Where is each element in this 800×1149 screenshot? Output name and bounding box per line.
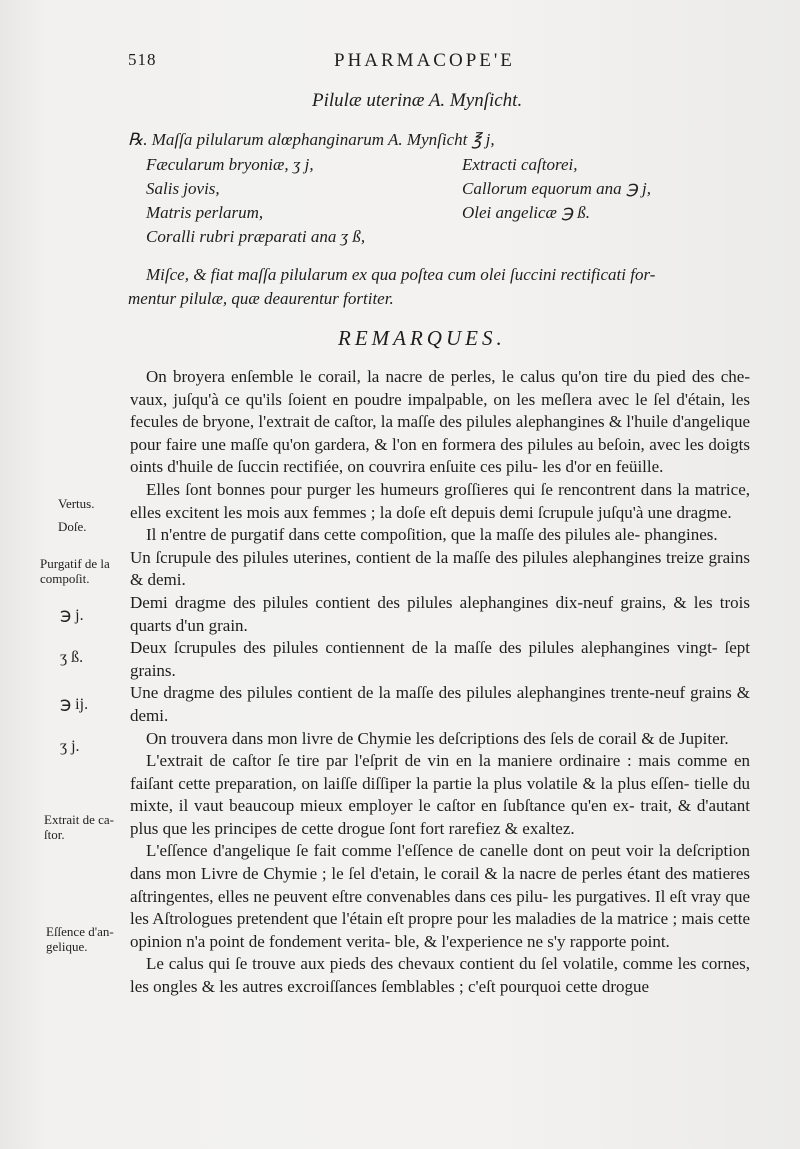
margin-note-essence: Eſſence d'an- gelique. [46, 924, 114, 954]
recipe-line-1: ℞. Maſſa pilularum alœphanginarum A. Mynſicht ℥ j, [128, 130, 495, 149]
margin-symbol-two-scruples: ℈ ij. [60, 696, 89, 713]
paragraph: On broyera enſemble le corail, la nacre de perles, le calus qu'on tire du pied des che- vaux, juſqu'à ce qu'ils ſoient en poudre impalpable, on les meſlera avec le ſel d'étain, les fecules de bryone, l'extrait de caſtor, la maſſe des pilules alephangines & l'huile d'angelique pour faire une maſſe qu'on gardera, & l'on en formera des pilules au beſoin, avec les doigts oints d'huile de ſuccin rectifiée, on couvrira enſuite ces pilu- les d'or en feüille. [130, 367, 750, 477]
margin-note-vertus: Vertus. [58, 496, 95, 511]
paragraph: Le calus qui ſe trouve aux pieds des chevaux contient du ſel volatile, comme les cornes, les ongles & les autres excroiſſances ſemblables ; c'eſt pourquoi cette drogue [130, 954, 750, 997]
margin-symbol-scruple: ℈ j. [60, 607, 84, 624]
recipe-title: Pilulæ uterinæ A. Mynſicht. [312, 90, 523, 111]
recipe-col1-item: Salis jovis, [146, 179, 220, 198]
recipe-col1-item: Coralli rubri præparati ana ʒ ß, [146, 227, 366, 246]
remarques-heading: REMARQUES. [338, 326, 506, 350]
page-number: 518 [128, 50, 157, 69]
margin-symbol-dram: ʒ j. [60, 738, 80, 755]
margin-note-purgatif: Purgatif de la compoſit. [40, 556, 110, 586]
recipe-col2-item: Callorum equorum ana ℈ j, [462, 179, 651, 198]
margin-symbol-half-dram: ʒ ß. [60, 649, 84, 666]
running-title: PHARMACOPE'E [334, 50, 515, 71]
recipe-col2-item: Extracti caſtorei, [462, 155, 578, 174]
paragraph: Il n'entre de purgatif dans cette compoſition, que la maſſe des pilules ale- phangines. [146, 525, 718, 545]
recipe-col1-item: Fæcularum bryoniæ, ʒ j, [146, 155, 314, 174]
recipe-col1-item: Matris perlarum, [146, 203, 264, 222]
recipe-instruction-1: Miſce, & fiat maſſa pilularum ex qua poſtea cum olei ſuccini rectificati for- [146, 265, 656, 284]
paragraph: On trouvera dans mon livre de Chymie les deſcriptions des ſels de corail & de Jupiter. [146, 728, 729, 748]
paragraph: Un ſcrupule des pilules uterines, contient de la maſſe des pilules alephangines treize grains & demi. [130, 547, 750, 590]
paragraph: Une dragme des pilules contient de la maſſe des pilules alephangines trente-neuf grains & demi. [130, 683, 750, 725]
paragraph: Deux ſcrupules des pilules contiennent de la maſſe des pilules alephangines vingt- ſept grains. [130, 638, 750, 680]
paragraph: Elles ſont bonnes pour purger les humeurs groſſieres qui ſe rencontrent dans la matrice, elles excitent les mois aux femmes ; la doſe eſt depuis demi ſcrupule juſqu'à une dragme. [130, 479, 750, 522]
margin-note-dose: Doſe. [58, 519, 87, 534]
recipe-instruction-2: mentur pilulæ, quæ deaurentur fortiter. [128, 289, 394, 308]
paragraph: Demi dragme des pilules contient des pilules alephangines dix-neuf grains, & les trois quarts d'un grain. [130, 592, 750, 635]
paragraph: L'extrait de caſtor ſe tire par l'eſprit de vin en la maniere ordinaire : mais comme en faiſant cette preparation, on laiſſe diſſiper la partie la plus volatile & la plus eſſen- tielle du mixte, il vaut beaucoup mieux employer le caſtor en ſubſtance qu'en ex- trait, & d'autant plus que les principes de cette drogue ſont fort rarefiez & exaltez. [130, 751, 750, 838]
body-text [130, 366, 750, 999]
recipe-col2-item: Olei angelicæ ℈ ß. [462, 203, 591, 222]
paragraph: L'eſſence d'angelique ſe fait comme l'eſſence de canelle dont on peut voir la deſcription dans mon Livre de Chymie ; le ſel d'etain, le corail & la nacre de perles étant des matieres aſtringentes, elles ne peuvent eſtre convenables dans ces pilu- les purgatives. Il eſt vray que les Aſtrologues pretendent que l'étain eſt propre pour les maladies de la matrice ; mais cette opinion n'a point de fondement verita- ble, & l'experience ne s'y rapporte point. [130, 841, 750, 951]
margin-note-extrait: Extrait de ca- ſtor. [44, 812, 115, 842]
